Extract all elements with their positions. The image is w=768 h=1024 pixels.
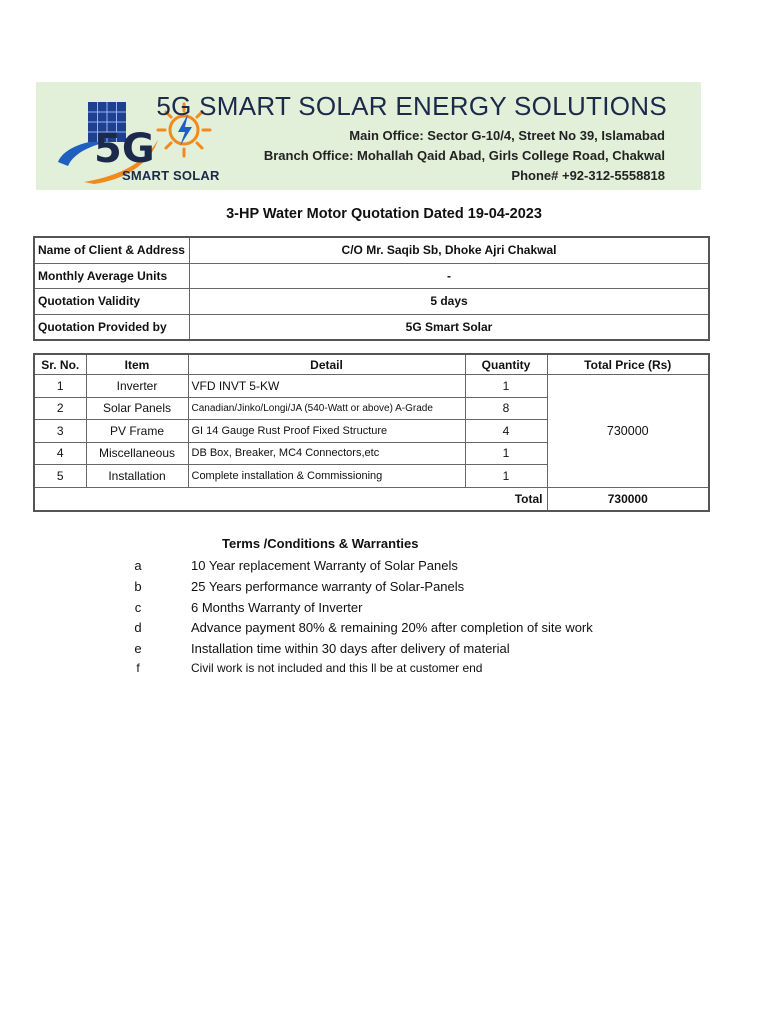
sr-no: 4: [34, 442, 86, 465]
term-letter: b: [134, 579, 142, 594]
item-name: Inverter: [86, 375, 188, 398]
term-letter: a: [134, 558, 142, 573]
header-sr-no: Sr. No.: [34, 354, 86, 375]
info-label: Name of Client & Address: [34, 237, 190, 263]
info-label: Quotation Provided by: [34, 314, 190, 340]
item-quantity: 4: [465, 420, 547, 443]
total-price-cell: 730000: [547, 375, 709, 488]
info-row: [34, 314, 709, 340]
term-letter: e: [134, 641, 142, 656]
item-detail: Canadian/Jinko/Longi/JA (540-Watt or above) A-Grade: [188, 397, 465, 420]
phone-number: Phone# +92-312-5558818: [511, 168, 665, 183]
term-text: 6 Months Warranty of Inverter: [191, 600, 363, 615]
sr-no: 5: [34, 465, 86, 488]
items-header-row: [34, 354, 709, 375]
branch-office: Branch Office: Mohallah Qaid Abad, Girls College Road, Chakwal: [263, 148, 665, 163]
info-row: [34, 263, 709, 289]
info-label: Quotation Validity: [34, 289, 190, 315]
term-letter: d: [134, 620, 142, 635]
header-total-price: Total Price (Rs): [547, 354, 709, 375]
terms-title: Terms /Conditions & Warranties: [222, 536, 419, 551]
item-detail: Complete installation & Commissioning: [188, 465, 465, 488]
info-value: 5G Smart Solar: [190, 314, 710, 340]
item-quantity: 8: [465, 397, 547, 420]
item-name: Solar Panels: [86, 397, 188, 420]
letterhead: [36, 82, 701, 190]
term-text: 10 Year replacement Warranty of Solar Panels: [191, 558, 458, 573]
logo-text: SMART SOLAR: [122, 168, 220, 183]
item-detail: DB Box, Breaker, MC4 Connectors,etc: [188, 442, 465, 465]
item-name: Installation: [86, 465, 188, 488]
item-quantity: 1: [465, 442, 547, 465]
items-table: [33, 353, 710, 512]
item-detail: GI 14 Gauge Rust Proof Fixed Structure: [188, 420, 465, 443]
item-quantity: 1: [465, 375, 547, 398]
info-value: -: [190, 263, 710, 289]
sr-no: 3: [34, 420, 86, 443]
total-value: 730000: [547, 487, 709, 511]
term-letter: f: [136, 661, 140, 675]
term-text: Civil work is not included and this ll be at customer end: [191, 661, 483, 675]
main-office: Main Office: Sector G-10/4, Street No 39, Islamabad: [349, 128, 665, 143]
company-name: 5G SMART SOLAR ENERGY SOLUTIONS: [156, 91, 667, 121]
sr-no: 2: [34, 397, 86, 420]
term-letter: c: [134, 600, 142, 615]
total-row: [34, 487, 709, 511]
term-text: 25 Years performance warranty of Solar-Panels: [191, 579, 465, 594]
header-quantity: Quantity: [465, 354, 547, 375]
sr-no: 1: [34, 375, 86, 398]
info-value: 5 days: [190, 289, 710, 315]
info-value: C/O Mr. Saqib Sb, Dhoke Ajri Chakwal: [190, 237, 710, 263]
client-info-table: [33, 236, 710, 341]
item-name: PV Frame: [86, 420, 188, 443]
term-text: Advance payment 80% & remaining 20% after completion of site work: [191, 620, 593, 635]
item-detail: VFD INVT 5-KW: [188, 375, 465, 398]
term-text: Installation time within 30 days after delivery of material: [191, 641, 510, 656]
total-label: Total: [34, 487, 547, 511]
header-detail: Detail: [188, 354, 465, 375]
quotation-title: 3-HP Water Motor Quotation Dated 19-04-2023: [226, 206, 542, 222]
item-quantity: 1: [465, 465, 547, 488]
item-name: Miscellaneous: [86, 442, 188, 465]
info-row: [34, 289, 709, 315]
info-row: [34, 237, 709, 263]
header-item: Item: [86, 354, 188, 375]
svg-text:5G: 5G: [94, 126, 155, 172]
info-label: Monthly Average Units: [34, 263, 190, 289]
table-row: [34, 375, 709, 398]
